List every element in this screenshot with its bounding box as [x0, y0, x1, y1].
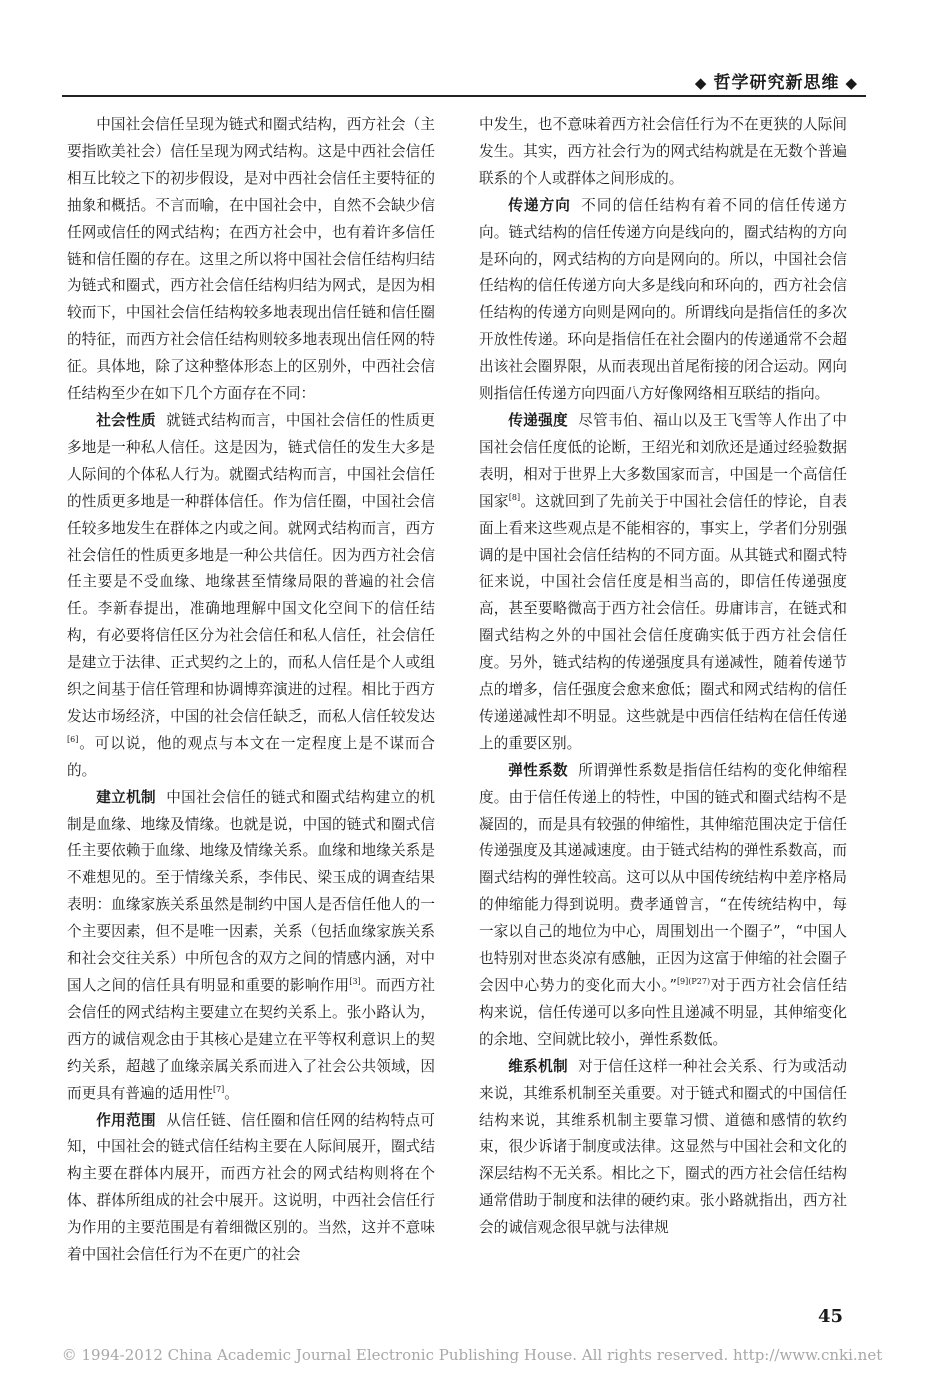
paragraph [479, 193, 847, 408]
header-rule [62, 95, 866, 97]
left-column [67, 112, 435, 1269]
citation: [9](P27) [676, 977, 711, 987]
section-term: 弹性系数 [508, 761, 568, 779]
section-title: 哲学研究新思维 [713, 73, 840, 93]
paragraph-text: 不同的信任结构有着不同的信任传递方向。链式结构的信任传递方向是线向的，圈式结构的方向是环向的，网式结构的方向是网向的。所以，中国社会信任结构的信任传递方向大多是线向和环向的，西方社会信任结构的传递方向则是网向的。所谓线向是指信任的多次开放性传递。环向是指信任在社会圈内的传递通常不会超出该社会圈界限，从而表现出首尾衔接的闭合运动。网向则指信任传递方向四面八方好像网络相互联结的指向。 [479, 196, 847, 403]
section-term: 建立机制 [96, 788, 156, 806]
paragraph-text: 对于信任这样一种社会关系、行为或活动来说，其维系机制至关重要。对于链式和圈式的中国信任结构来说，其维系机制主要靠习惯、道德和感情的软约束，很少诉诸于制度或法律。这显然与中国社会和文化的深层结构不无关系。相比之下，圈式的西方社会信任结构通常借助于制度和法律的硬约束。张小路就指出，西方社会的诚信观念很早就与法律规 [479, 1057, 847, 1237]
paragraph [479, 1054, 847, 1242]
paragraph [67, 112, 435, 408]
paragraph-text: 中发生，也不意味着西方社会信任行为不在更狭的人际间发生。其实，西方社会行为的网式结构就是在无数个普遍联系的个人或群体之间形成的。 [479, 116, 847, 187]
paragraph [67, 408, 435, 785]
section-term: 传递强度 [508, 411, 568, 429]
paragraph-text: 中国社会信任的链式和圈式结构建立的机制是血缘、地缘及情缘。也就是说，中国的链式和圈式信任主要依赖于血缘、地缘及情缘关系。血缘和地缘关系是不难想见的。至于情缘关系，李伟民、梁玉成的调查结果表明：血缘家族关系虽然是制约中国人是否信任他人的一个主要因素，但不是唯一因素，关系（包括血缘家族关系和社会交往关系）中所包含的双方之间的情感内涵，对中国人之间的信任具有明显和重要的影响作用 [67, 788, 435, 994]
running-header [689, 68, 864, 93]
paragraph-text: 所谓弹性系数是指信任结构的变化伸缩程度。由于信任传递上的特性，中国的链式和圈式结构不是凝固的，而是具有较强的伸缩性，其伸缩范围决定于信任传递强度及其递减速度。由于链式结构的弹性系数高，而圈式结构的弹性较高。这可以从中国传统结构中差序格局的伸缩能力得到说明。费孝通曾言，“在传统结构中，每一家以自己的地位为中心，周围划出一个圈子”，“中国人也特别对世态炎凉有感触，正因为这富于伸缩的社会圈子会因中心势力的变化而大小。” [479, 761, 847, 994]
diamond-icon: ◆ [845, 74, 858, 92]
paragraph-text: 从信任链、信任圈和信任网的结构特点可知，中国社会的链式信任结构主要在人际间展开，圈式结构主要在群体内展开，而西方社会的网式结构则将在个体、群体所组成的社会中展开。这说明，中西社会信任行为作用的主要范围是有着细微区别的。当然，这并不意味着中国社会信任行为不在更广的社会 [67, 1111, 435, 1264]
section-term: 社会性质 [96, 411, 156, 429]
citation: [6] [67, 734, 79, 744]
paragraph-text: 。而西方社会信任的网式结构主要建立在契约关系上。张小路认为，西方的诚信观念由于其核心是建立在平等权利意识上的契约关系，超越了血缘亲属关系而进入了社会公共领域，因而更具有普遍的适用性 [67, 977, 435, 1102]
citation: [3] [349, 977, 361, 987]
paragraph-text: 就链式结构而言，中国社会信任的性质更多地是一种私人信任。这是因为，链式信任的发生大多是人际间的个体私人行为。就圈式结构而言，中国社会信任的性质更多地是一种群体信任。作为信任圈，中国社会信任较多地发生在群体之内或之间。就网式结构而言，西方社会信任的性质更多地是一种公共信任。因为西方社会信任主要是不受血缘、地缘甚至情缘局限的普遍的社会信任。李新春提出，准确地理解中国文化空间下的信任结构，有必要将信任区分为社会信任和私人信任，社会信任是建立于法律、正式契约之上的，而私人信任是个人或组织之间基于信任管理和协调博弈演进的过程。相比于西方发达市场经济，中国的社会信任缺乏，而私人信任较发达 [67, 411, 435, 725]
paragraph-text: 中国社会信任呈现为链式和圈式结构，西方社会（主要指欧美社会）信任呈现为网式结构。这是中西社会信任相互比较之下的初步假设，是对中西社会信任主要特征的抽象和概括。不言而喻，在中国社会中，自然不会缺少信任网或信任的网式结构；在西方社会中，也有着许多信任链和信任圈的存在。这里之所以将中国社会信任结构归结为链式和圈式，西方社会信任结构归结为网式，是因为相较而下，中国社会信任结构较多地表现出信任链和信任圈的特征，而西方社会信任结构则较多地表现出信任网的特征。具体地，除了这种整体形态上的区别外，中西社会信任结构至少在如下几个方面存在不同： [67, 116, 435, 403]
diamond-icon: ◆ [694, 74, 708, 92]
right-column [479, 112, 847, 1242]
paragraph [67, 785, 435, 1108]
paragraph-text: 。这就回到了先前关于中国社会信任的悖论，自表面上看来这些观点是不能相容的，事实上，学者们分别强调的是中国社会信任结构的不同方面。从其链式和圈式特征来说，中国社会信任度是相当高的，即信任传递强度高，甚至要略微高于西方社会信任。毋庸讳言，在链式和圈式结构之外的中国社会信任度确实低于西方社会信任度。另外，链式结构的传递强度具有递减性，随着传递节点的增多，信任强度会愈来愈低；圈式和网式结构的信任传递递减性却不明显。这些就是中西信任结构在信任传递上的重要区别。 [479, 492, 847, 752]
citation: [8] [508, 492, 521, 502]
paragraph [479, 758, 847, 1054]
copyright-footer: © 1994-2012 China Academic Journal Electronic Publishing House. All rights reserved. http://www.cnki.net [61, 1346, 883, 1364]
section-term: 作用范围 [96, 1111, 156, 1129]
paragraph-text: 尽管韦伯、福山以及王飞雪等人作出了中国社会信任度低的论断，王绍光和刘欣还是通过经验数据表明，相对于世界上大多数国家而言，中国是一个高信任国家 [479, 411, 847, 510]
paragraph-text: 。可以说，他的观点与本文在一定程度上是不谋而合的。 [67, 734, 435, 779]
paragraph [479, 408, 847, 758]
section-term: 传递方向 [508, 196, 571, 214]
citation: [7] [212, 1084, 225, 1094]
paragraph-text: 对于西方社会信任结构来说，信任传递可以多向性且递减不明显，其伸缩变化的余地、空间就比较小，弹性系数低。 [479, 977, 847, 1048]
section-term: 维系机制 [508, 1057, 568, 1075]
paragraph [67, 1108, 435, 1269]
paragraph [479, 112, 847, 193]
page-number: 45 [818, 1306, 844, 1327]
paragraph-text: 。 [224, 1084, 239, 1102]
